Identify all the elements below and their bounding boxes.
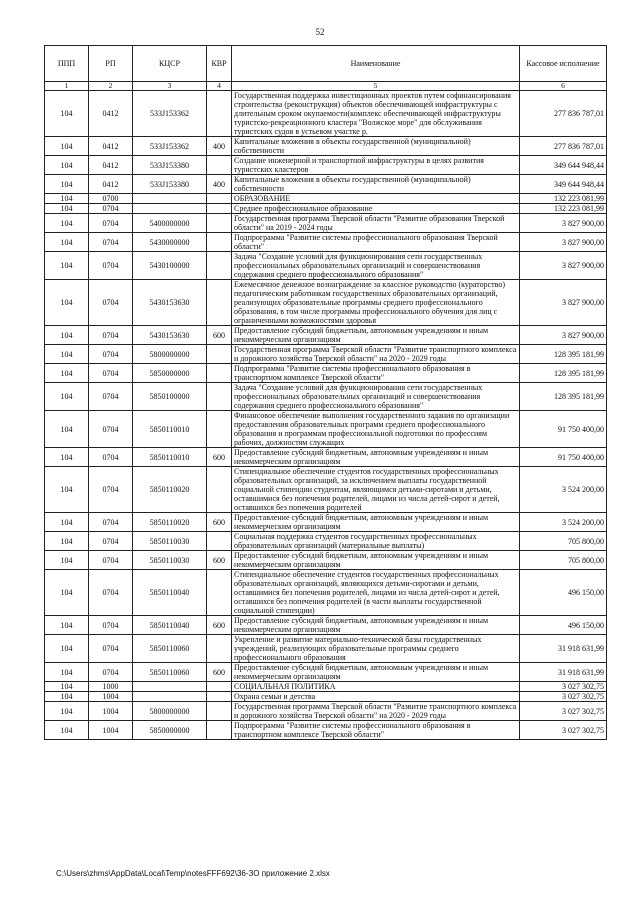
- table-row: [45, 91, 607, 137]
- cell-ppp: 104: [45, 635, 89, 663]
- cell-rp: 0412: [89, 137, 133, 156]
- cell-ppp: 104: [45, 411, 89, 448]
- cell-kvr: [207, 194, 232, 204]
- cell-name: Стипендиальное обеспечение студентов государственных профессиональных образовательных организаций, являющихся детьми-сиротами и детьми, оставшимися без попечения родителей, лицами из числа детей-сирот и детей, оставшихся без попечения родителей (в части выплаты государственной социальной стипендии): [232, 570, 520, 616]
- cell-kvr: [207, 467, 232, 513]
- cell-amount: 3 027 302,75: [520, 721, 607, 740]
- cell-kcsr: 533J153362: [133, 91, 207, 137]
- table-row: [45, 137, 607, 156]
- cell-kcsr: 5430153630: [133, 326, 207, 345]
- cell-amount: 496 150,00: [520, 570, 607, 616]
- cell-kcsr: [133, 682, 207, 692]
- table-row: [45, 411, 607, 448]
- table-row: [45, 252, 607, 280]
- cell-rp: 0704: [89, 252, 133, 280]
- table-row: [45, 682, 607, 692]
- header-name: Наименование: [232, 46, 520, 82]
- cell-rp: 1004: [89, 692, 133, 702]
- cell-rp: 1004: [89, 721, 133, 740]
- table-row: [45, 383, 607, 411]
- cell-kcsr: 5850000000: [133, 364, 207, 383]
- cell-amount: 132 223 081,99: [520, 194, 607, 204]
- cell-rp: 0704: [89, 467, 133, 513]
- cell-kcsr: 5850110010: [133, 448, 207, 467]
- cell-kcsr: 5850110020: [133, 467, 207, 513]
- cell-rp: 0704: [89, 513, 133, 532]
- table-row: [45, 570, 607, 616]
- cell-kvr: 600: [207, 616, 232, 635]
- page-number: 52: [315, 27, 325, 37]
- cell-name: Подпрограмма "Развитие системы профессионального образования в транспортном комплексе Тверской области": [232, 721, 520, 740]
- table-row: [45, 616, 607, 635]
- cell-amount: 277 836 787,01: [520, 91, 607, 137]
- cell-kcsr: 5430000000: [133, 233, 207, 252]
- cell-rp: 0704: [89, 233, 133, 252]
- cell-rp: 0704: [89, 326, 133, 345]
- cell-name: Государственная программа Тверской области "Развитие транспортного комплекса и дорожного хозяйства Тверской области" на 2020 - 2029 годы: [232, 702, 520, 721]
- table-row: [45, 692, 607, 702]
- cell-rp: 0412: [89, 91, 133, 137]
- column-number-row: [45, 82, 607, 91]
- cell-kcsr: 5430153630: [133, 280, 207, 326]
- table-row: [45, 175, 607, 194]
- cell-ppp: 104: [45, 364, 89, 383]
- cell-rp: 0704: [89, 383, 133, 411]
- cell-name: Социальная поддержка студентов государственных профессиональных образовательных организаций (материальные выплаты): [232, 532, 520, 551]
- cell-name: Подпрограмма "Развитие системы профессионального образования Тверской области": [232, 233, 520, 252]
- cell-rp: 0704: [89, 280, 133, 326]
- table-row: [45, 326, 607, 345]
- cell-name: Предоставление субсидий бюджетным, автономным учреждениям и иным некоммерческим организациям: [232, 616, 520, 635]
- column-number: 5: [232, 82, 520, 91]
- cell-name: Предоставление субсидий бюджетным, автономным учреждениям и иным некоммерческим организациям: [232, 551, 520, 570]
- cell-kvr: [207, 91, 232, 137]
- cell-kvr: 600: [207, 513, 232, 532]
- table-row: [45, 513, 607, 532]
- cell-kcsr: 5850110040: [133, 570, 207, 616]
- table-row: [45, 702, 607, 721]
- cell-name: Задача "Создание условий для функционирования сети государственных профессиональных образовательных организаций и совершенствования содержания среднего профессионального образования": [232, 252, 520, 280]
- cell-amount: 3 827 900,00: [520, 280, 607, 326]
- cell-kcsr: 5850110010: [133, 411, 207, 448]
- cell-amount: 128 395 181,99: [520, 383, 607, 411]
- cell-kvr: [207, 692, 232, 702]
- cell-kvr: [207, 214, 232, 233]
- cell-kcsr: 5850110040: [133, 616, 207, 635]
- cell-kcsr: 5400000000: [133, 214, 207, 233]
- cell-name: Предоставление субсидий бюджетным, автономным учреждениям и иным некоммерческим организациям: [232, 513, 520, 532]
- cell-name: Предоставление субсидий бюджетным, автономным учреждениям и иным некоммерческим организациям: [232, 448, 520, 467]
- cell-amount: 705 800,00: [520, 551, 607, 570]
- cell-amount: 277 836 787,01: [520, 137, 607, 156]
- cell-name: Государственная программа Тверской области "Развитие транспортного комплекса и дорожного хозяйства Тверской области" на 2020 - 2029 годы: [232, 345, 520, 364]
- column-number: 6: [520, 82, 607, 91]
- cell-amount: 349 644 948,44: [520, 156, 607, 175]
- column-number: 2: [89, 82, 133, 91]
- cell-kvr: [207, 364, 232, 383]
- cell-amount: 31 918 631,99: [520, 635, 607, 663]
- header-ppp: ППП: [45, 46, 89, 82]
- cell-rp: 0704: [89, 532, 133, 551]
- cell-kcsr: 5430100000: [133, 252, 207, 280]
- cell-kcsr: 5850110060: [133, 663, 207, 682]
- cell-rp: 0704: [89, 616, 133, 635]
- table-row: [45, 467, 607, 513]
- cell-amount: 349 644 948,44: [520, 175, 607, 194]
- cell-kvr: [207, 280, 232, 326]
- cell-rp: 0704: [89, 364, 133, 383]
- cell-amount: 128 395 181,99: [520, 364, 607, 383]
- cell-ppp: 104: [45, 91, 89, 137]
- cell-rp: 0704: [89, 570, 133, 616]
- cell-rp: 0412: [89, 175, 133, 194]
- table-row: [45, 532, 607, 551]
- cell-kcsr: [133, 194, 207, 204]
- table-row: [45, 214, 607, 233]
- cell-kvr: [207, 383, 232, 411]
- cell-ppp: 104: [45, 326, 89, 345]
- cell-kcsr: 5850110060: [133, 635, 207, 663]
- table-row: [45, 663, 607, 682]
- cell-ppp: 104: [45, 448, 89, 467]
- cell-rp: 0704: [89, 635, 133, 663]
- cell-ppp: 104: [45, 233, 89, 252]
- table-body: [45, 91, 607, 740]
- column-number: 1: [45, 82, 89, 91]
- cell-name: ОБРАЗОВАНИЕ: [232, 194, 520, 204]
- cell-kvr: 600: [207, 551, 232, 570]
- cell-rp: 0704: [89, 411, 133, 448]
- cell-kcsr: 5850110030: [133, 551, 207, 570]
- table-row: [45, 233, 607, 252]
- cell-name: Предоставление субсидий бюджетным, автономным учреждениям и иным некоммерческим организациям: [232, 326, 520, 345]
- cell-rp: 0704: [89, 345, 133, 364]
- table-row: [45, 551, 607, 570]
- cell-ppp: 104: [45, 702, 89, 721]
- cell-ppp: 104: [45, 204, 89, 214]
- cell-kvr: [207, 570, 232, 616]
- cell-name: Финансовое обеспечение выполнения государственного задания по организации предоставления образовательных программ среднего профессионального образования и программам профессиональной подготовки по профессиям рабочих, должностям служащих: [232, 411, 520, 448]
- cell-rp: 0704: [89, 214, 133, 233]
- cell-rp: 1004: [89, 702, 133, 721]
- table-row: [45, 448, 607, 467]
- cell-ppp: 104: [45, 156, 89, 175]
- cell-amount: 91 750 400,00: [520, 411, 607, 448]
- cell-ppp: 104: [45, 682, 89, 692]
- column-number: 4: [207, 82, 232, 91]
- table-row: [45, 721, 607, 740]
- table-row: [45, 345, 607, 364]
- cell-ppp: 104: [45, 721, 89, 740]
- cell-name: Капитальные вложения в объекты государственной (муниципальной) собственности: [232, 137, 520, 156]
- cell-kvr: [207, 345, 232, 364]
- cell-ppp: 104: [45, 663, 89, 682]
- cell-amount: 3 827 900,00: [520, 252, 607, 280]
- cell-name: СОЦИАЛЬНАЯ ПОЛИТИКА: [232, 682, 520, 692]
- table-row: [45, 204, 607, 214]
- cell-ppp: 104: [45, 692, 89, 702]
- cell-name: Ежемесячное денежное вознаграждение за классное руководство (кураторство) педагогическим работникам государственных образовательных организаций, реализующих образовательные программы среднего профессионального образования, в том числе программы профессионального обучения для лиц с ограниченными возможностями здоровья: [232, 280, 520, 326]
- header-kcsr: КЦСР: [133, 46, 207, 82]
- cell-kcsr: [133, 204, 207, 214]
- cell-rp: 0704: [89, 204, 133, 214]
- cell-amount: 31 918 631,99: [520, 663, 607, 682]
- header-amount: Кассовое исполнение: [520, 46, 607, 82]
- cell-amount: 705 800,00: [520, 532, 607, 551]
- cell-name: Стипендиальное обеспечение студентов государственных профессиональных образовательных организаций, за исключением выплаты государственной социальной стипендии студентам, являющимся детьми-сиротами и детьми, оставшимися без попечения родителей, лицами из числа детей-сирот и детей, оставшихся без попечения родителей: [232, 467, 520, 513]
- cell-ppp: 104: [45, 194, 89, 204]
- table-row: [45, 156, 607, 175]
- cell-amount: 3 524 200,00: [520, 467, 607, 513]
- cell-ppp: 104: [45, 345, 89, 364]
- cell-kvr: [207, 156, 232, 175]
- cell-amount: 3 027 302,75: [520, 682, 607, 692]
- cell-ppp: 104: [45, 570, 89, 616]
- cell-name: Охрана семьи и детства: [232, 692, 520, 702]
- cell-kvr: 600: [207, 448, 232, 467]
- cell-amount: 3 827 900,00: [520, 326, 607, 345]
- cell-kcsr: 533J153380: [133, 156, 207, 175]
- cell-kcsr: 5800000000: [133, 702, 207, 721]
- cell-rp: 0704: [89, 551, 133, 570]
- cell-amount: 128 395 181,99: [520, 345, 607, 364]
- table-row: [45, 280, 607, 326]
- cell-name: Капитальные вложения в объекты государственной (муниципальной) собственности: [232, 175, 520, 194]
- cell-amount: 496 150,00: [520, 616, 607, 635]
- cell-rp: 0412: [89, 156, 133, 175]
- cell-ppp: 104: [45, 280, 89, 326]
- table-row: [45, 635, 607, 663]
- cell-name: Создание инженерной и транспортной инфраструктуры в целях развития туристских кластеров: [232, 156, 520, 175]
- cell-name: Подпрограмма "Развитие системы профессионального образования в транспортном комплексе Тверской области": [232, 364, 520, 383]
- cell-kvr: [207, 702, 232, 721]
- cell-kcsr: 533J153380: [133, 175, 207, 194]
- cell-ppp: 104: [45, 467, 89, 513]
- cell-amount: 3 027 302,75: [520, 702, 607, 721]
- cell-kvr: [207, 682, 232, 692]
- table-row: [45, 194, 607, 204]
- cell-rp: 0704: [89, 448, 133, 467]
- cell-name: Государственная программа Тверской области "Развитие образования Тверской области" на 2019 - 2024 годы: [232, 214, 520, 233]
- column-number: 3: [133, 82, 207, 91]
- cell-amount: 132 223 081,99: [520, 204, 607, 214]
- cell-kvr: 400: [207, 137, 232, 156]
- budget-table: [44, 45, 607, 740]
- cell-ppp: 104: [45, 551, 89, 570]
- cell-ppp: 104: [45, 137, 89, 156]
- cell-kvr: [207, 635, 232, 663]
- cell-name: Предоставление субсидий бюджетным, автономным учреждениям и иным некоммерческим организациям: [232, 663, 520, 682]
- cell-kcsr: 5850110030: [133, 532, 207, 551]
- cell-kvr: [207, 252, 232, 280]
- cell-ppp: 104: [45, 252, 89, 280]
- cell-name: Задача "Создание условий для функционирования сети государственных профессиональных образовательных организаций и совершенствования содержания среднего профессионального образования": [232, 383, 520, 411]
- cell-kvr: [207, 411, 232, 448]
- cell-name: Укрепление и развитие материально-технической базы государственных учреждений, реализующих образовательные программы среднего профессионального образования: [232, 635, 520, 663]
- header-row: [45, 46, 607, 82]
- cell-rp: 0704: [89, 663, 133, 682]
- cell-ppp: 104: [45, 532, 89, 551]
- cell-kcsr: 533J153362: [133, 137, 207, 156]
- cell-name: Среднее профессиональное образование: [232, 204, 520, 214]
- cell-amount: 3 027 302,75: [520, 692, 607, 702]
- cell-kvr: [207, 721, 232, 740]
- cell-kvr: 400: [207, 175, 232, 194]
- cell-rp: 0700: [89, 194, 133, 204]
- cell-kcsr: 5850100000: [133, 383, 207, 411]
- cell-ppp: 104: [45, 513, 89, 532]
- cell-kcsr: 5850000000: [133, 721, 207, 740]
- file-path-footer: C:\Users\zhms\AppData\Local\Temp\notesFFF692\36-ЗО приложение 2.xlsx: [56, 869, 330, 878]
- cell-ppp: 104: [45, 214, 89, 233]
- cell-kvr: [207, 532, 232, 551]
- cell-kcsr: 5850110020: [133, 513, 207, 532]
- header-rp: РП: [89, 46, 133, 82]
- cell-amount: 3 524 200,00: [520, 513, 607, 532]
- cell-kvr: [207, 204, 232, 214]
- cell-amount: 3 827 900,00: [520, 214, 607, 233]
- cell-kcsr: [133, 692, 207, 702]
- cell-amount: 3 827 900,00: [520, 233, 607, 252]
- cell-rp: 1000: [89, 682, 133, 692]
- cell-ppp: 104: [45, 383, 89, 411]
- cell-kvr: [207, 233, 232, 252]
- cell-kvr: 600: [207, 663, 232, 682]
- cell-amount: 91 750 400,00: [520, 448, 607, 467]
- cell-name: Государственная поддержка инвестиционных проектов путем софинансирования строительства (реконструкция) объектов обеспечивающей инфраструктуры с длительным сроком окупаемости(комплекс обеспечивающей инфраструктуры туристско-рекреационного кластера "Волжское море" для обслуживания туристских судов в устьевом участке р.: [232, 91, 520, 137]
- cell-kvr: 600: [207, 326, 232, 345]
- cell-kcsr: 5800000000: [133, 345, 207, 364]
- table-row: [45, 364, 607, 383]
- cell-ppp: 104: [45, 175, 89, 194]
- header-kvr: КВР: [207, 46, 232, 82]
- cell-ppp: 104: [45, 616, 89, 635]
